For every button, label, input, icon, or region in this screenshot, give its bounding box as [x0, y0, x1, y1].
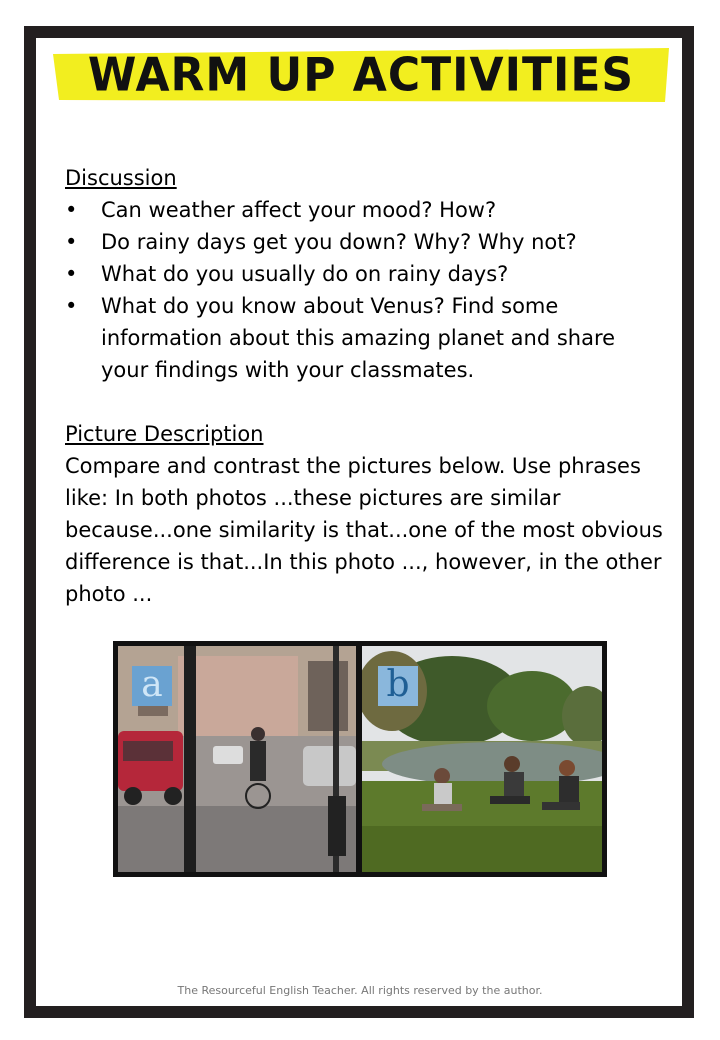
list-item: • Can weather affect your mood? How? — [65, 198, 497, 222]
discussion-heading: Discussion — [65, 166, 177, 190]
park-friends-photo — [362, 646, 602, 872]
main-content — [65, 162, 665, 610]
photo-a-label-badge: a — [132, 666, 172, 706]
discussion-list — [65, 194, 665, 386]
picture-description-text: Compare and contrast the pictures below. Use phrases like: In both photos ...these pictures are similar because...one similarity is that...one of the most obvious difference is that...In this photo ..., however, in the other photo ... — [65, 454, 663, 606]
rainy-street-photo — [118, 646, 356, 872]
picture-description-heading: Picture Description — [65, 422, 264, 446]
list-item: • What do you know about Venus? Find some information about this amazing planet and share your findings with your classmates. — [65, 294, 616, 382]
photo-comparison — [113, 641, 607, 877]
list-item: • Do rainy days get you down? Why? Why not? — [65, 230, 577, 254]
page-title: WARM UP ACTIVITIES — [87, 48, 635, 103]
title-banner — [49, 46, 673, 104]
photo-b-label-badge: b — [378, 666, 418, 706]
list-item: • What do you usually do on rainy days? — [65, 262, 509, 286]
copyright-footer: The Resourceful English Teacher. All rights reserved by the author. — [177, 984, 543, 997]
